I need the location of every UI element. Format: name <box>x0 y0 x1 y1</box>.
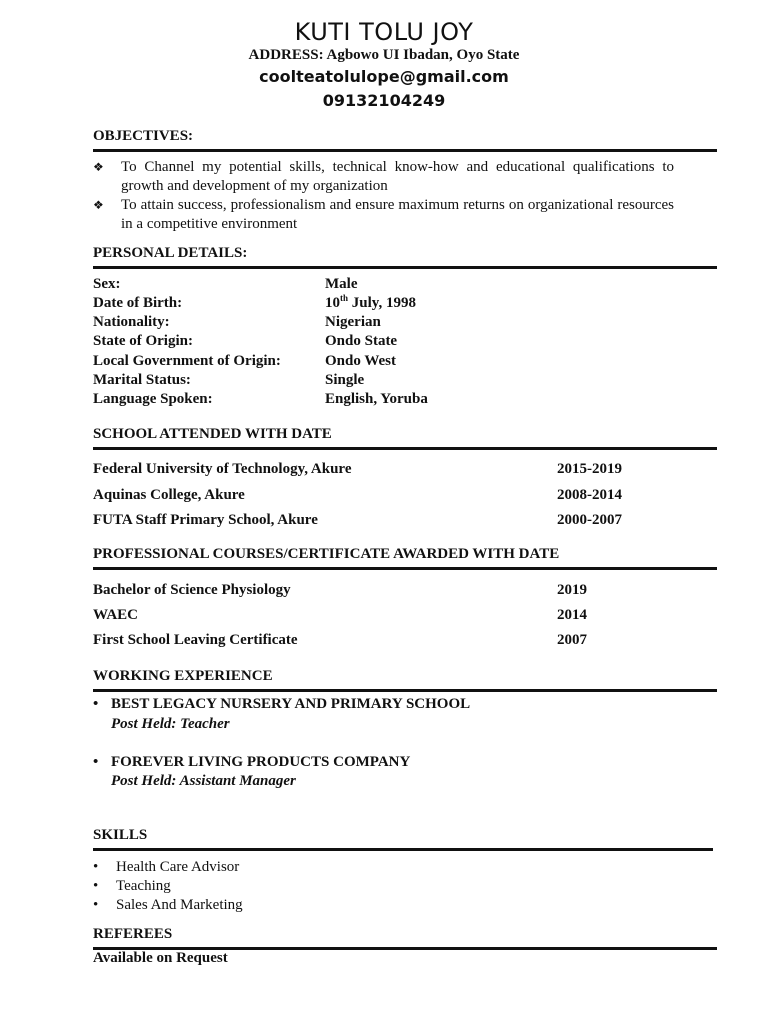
course-name: WAEC <box>93 607 139 623</box>
diamond-bullet-icon: ❖ <box>93 160 104 174</box>
skill-text: Teaching <box>116 878 171 894</box>
personal-label: Language Spoken: <box>93 391 213 407</box>
school-name: Federal University of Technology, Akure <box>93 461 352 477</box>
bullet-icon: • <box>93 859 99 875</box>
personal-value: Male <box>325 276 358 292</box>
skill-text: Sales And Marketing <box>116 897 243 913</box>
personal-value: Single <box>325 372 365 388</box>
course-date: 2014 <box>557 607 587 623</box>
skills-heading: SKILLS <box>93 827 713 851</box>
phone: 09132104249 <box>322 91 446 110</box>
school-date: 2015-2019 <box>557 461 622 477</box>
schools-heading: SCHOOL ATTENDED WITH DATE <box>93 426 717 450</box>
personal-value: English, Yoruba <box>325 391 428 407</box>
objective-item <box>93 196 674 234</box>
personal-label: Local Government of Origin: <box>93 353 281 369</box>
work-company: FOREVER LIVING PRODUCTS COMPANY <box>111 754 411 770</box>
personal-details-heading: PERSONAL DETAILS: <box>93 245 717 269</box>
course-name: First School Leaving Certificate <box>93 632 298 648</box>
address: ADDRESS: Agbowo UI Ibadan, Oyo State <box>248 47 520 63</box>
personal-value: Nigerian <box>325 314 381 330</box>
course-date: 2007 <box>557 632 587 648</box>
work-post: Post Held: Assistant Manager <box>111 773 296 789</box>
applicant-name: KUTI TOLU JOY <box>294 18 474 46</box>
skill-text: Health Care Advisor <box>116 859 240 875</box>
dob-suffix: th <box>340 293 349 303</box>
school-name: FUTA Staff Primary School, Akure <box>93 512 318 528</box>
work-heading: WORKING EXPERIENCE <box>93 668 717 692</box>
personal-label: Date of Birth: <box>93 295 183 311</box>
bullet-icon: • <box>93 878 99 894</box>
objectives-heading: OBJECTIVES: <box>93 128 717 152</box>
referees-heading: REFEREES <box>93 926 717 950</box>
bullet-icon: • <box>93 696 99 712</box>
referees-text: Available on Request <box>93 950 228 966</box>
objective-item <box>93 158 674 196</box>
email: coolteatolulope@gmail.com <box>259 67 509 86</box>
work-post: Post Held: Teacher <box>111 716 230 732</box>
school-date: 2000-2007 <box>557 512 622 528</box>
personal-value <box>325 295 416 312</box>
diamond-bullet-icon: ❖ <box>93 198 104 212</box>
personal-label: State of Origin: <box>93 333 193 349</box>
dob-rest: July, 1998 <box>348 295 416 311</box>
personal-label: Marital Status: <box>93 372 191 388</box>
course-name: Bachelor of Science Physiology <box>93 582 291 598</box>
personal-label: Nationality: <box>93 314 170 330</box>
bullet-icon: • <box>93 897 99 913</box>
personal-value: Ondo State <box>325 333 398 349</box>
personal-label: Sex: <box>93 276 121 292</box>
objective-text: To attain success, professionalism and ensure maximum returns on organizational resources in a competitive environment <box>121 197 674 232</box>
school-name: Aquinas College, Akure <box>93 487 245 503</box>
personal-value: Ondo West <box>325 353 396 369</box>
work-company: BEST LEGACY NURSERY AND PRIMARY SCHOOL <box>111 696 471 712</box>
bullet-icon: • <box>93 754 99 770</box>
course-date: 2019 <box>557 582 587 598</box>
objective-text: To Channel my potential skills, technical know-how and educational qualifications to growth and development of my organization <box>121 159 674 194</box>
courses-heading: PROFESSIONAL COURSES/CERTIFICATE AWARDED WITH DATE <box>93 546 717 570</box>
dob-day: 10 <box>325 295 340 311</box>
school-date: 2008-2014 <box>557 487 622 503</box>
